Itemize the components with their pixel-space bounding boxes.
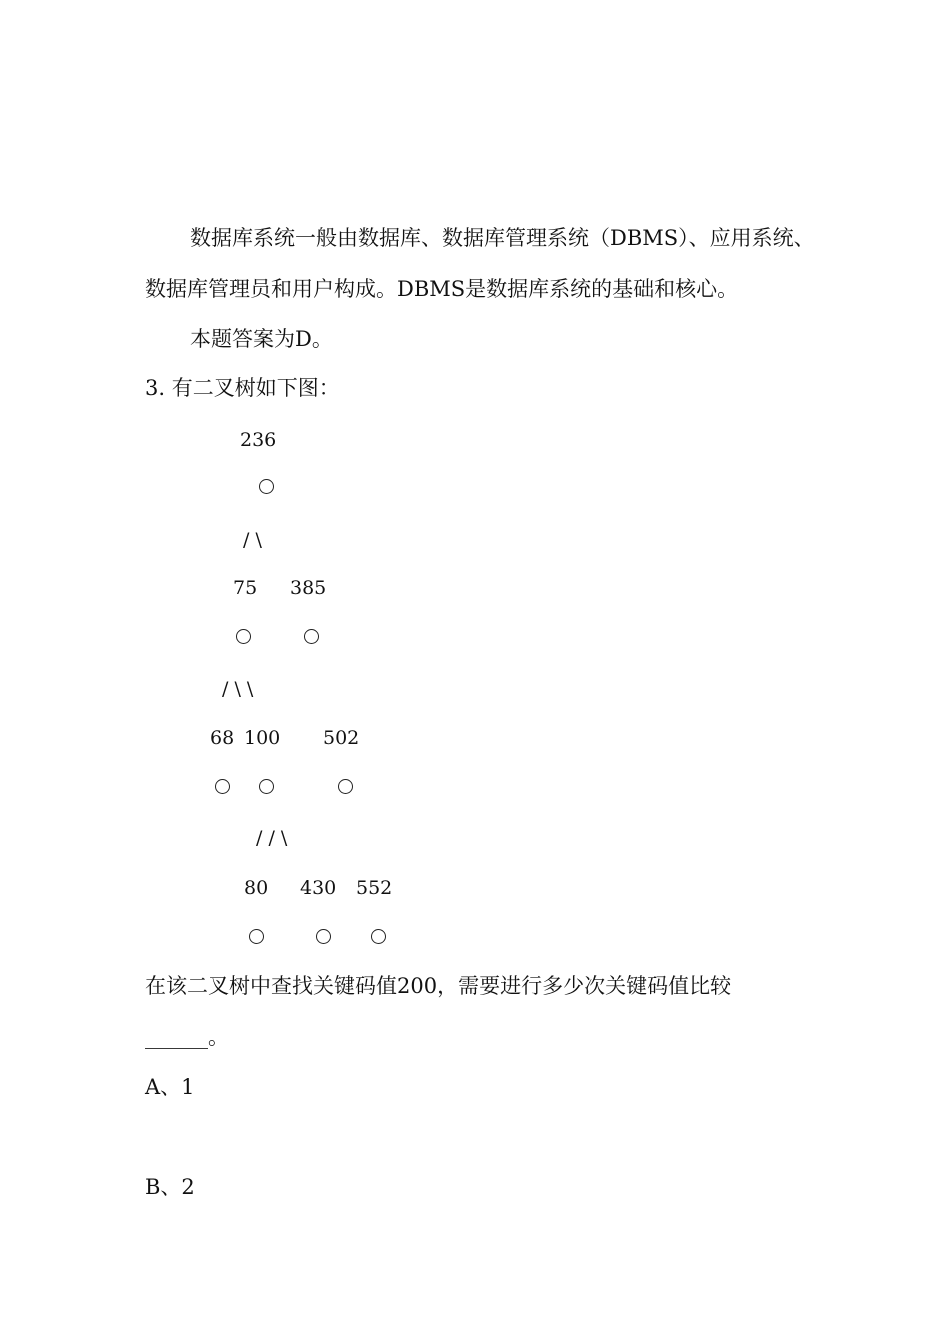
tree-node-68-label: 68 [210, 727, 235, 749]
question-text-line-1: 在该二叉树中查找关键码值200，需要进行多少次关键码值比较 [145, 974, 732, 998]
tree-node-385-circle [304, 629, 319, 644]
question-title: 3. 有二叉树如下图： [145, 376, 340, 400]
tree-node-502-label: 502 [323, 727, 360, 749]
option-b[interactable]: B、2 [145, 1175, 195, 1199]
tree-node-502-circle [338, 779, 353, 794]
tree-node-236-circle [259, 479, 274, 494]
tree-node-75-circle [236, 629, 251, 644]
tree-node-552-circle [371, 929, 386, 944]
option-a[interactable]: A、1 [145, 1075, 195, 1099]
tree-edges-row-3: / / \ [256, 827, 288, 849]
tree-node-236-label: 236 [240, 429, 277, 451]
tree-node-75-label: 75 [233, 577, 258, 599]
tree-node-430-circle [316, 929, 331, 944]
tree-edges-row-2: / \ \ [222, 678, 254, 700]
paragraph-1-line-2: 数据库管理员和用户构成。DBMS是数据库系统的基础和核心。 [145, 277, 739, 301]
question-text-line-2: ______。 [145, 1025, 229, 1049]
tree-node-68-circle [215, 779, 230, 794]
tree-node-552-label: 552 [356, 877, 393, 899]
tree-edges-row-1: / \ [243, 529, 262, 551]
tree-node-100-label: 100 [244, 727, 281, 749]
answer-text: 本题答案为D。 [190, 327, 333, 351]
tree-node-80-circle [249, 929, 264, 944]
tree-node-430-label: 430 [300, 877, 337, 899]
tree-node-80-label: 80 [244, 877, 269, 899]
paragraph-1-line-1: 数据库系统一般由数据库、数据库管理系统（DBMS）、应用系统、 [190, 226, 815, 250]
tree-node-385-label: 385 [290, 577, 327, 599]
tree-node-100-circle [259, 779, 274, 794]
